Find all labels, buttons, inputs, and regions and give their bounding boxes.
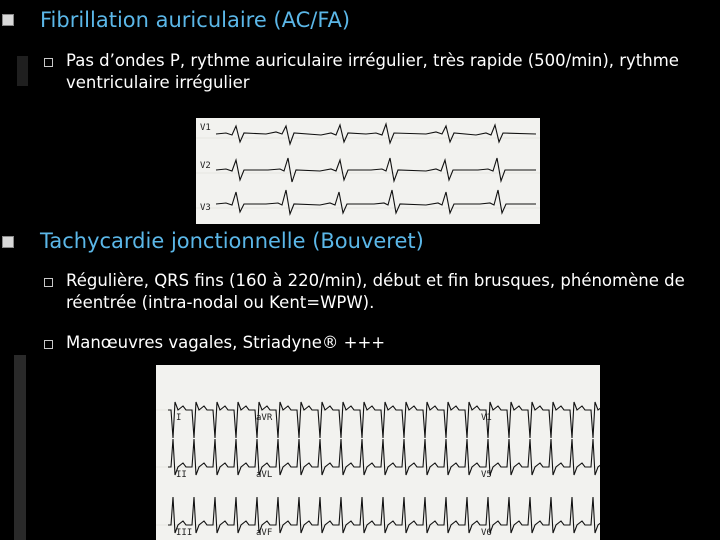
ecg2-lead-label: II — [176, 470, 187, 480]
section-bullet-icon — [2, 236, 14, 248]
ecg2-lead-label: aVF — [256, 528, 273, 538]
ecg2-trace-row-1 — [168, 402, 600, 438]
ecg2-lead-label: aVL — [256, 470, 273, 480]
ecg2-lead-label: aVR — [256, 413, 273, 423]
ecg1-lead-label: V3 — [200, 203, 211, 213]
sub-bullet-icon — [44, 58, 53, 67]
ecg-junctional-tachycardia-image — [156, 365, 600, 540]
section2-title: Tachycardie jonctionnelle (Bouveret) — [40, 229, 424, 253]
ecg2-lead-label: V1 — [481, 413, 492, 423]
ecg2-trace-row-3 — [168, 497, 600, 533]
ecg1-lead-label: V2 — [200, 161, 211, 171]
ecg2-lead-label: I — [176, 413, 182, 423]
sub-bullet-icon — [44, 278, 53, 287]
ecg1-lead-label: V1 — [200, 123, 211, 133]
ecg-atrial-fibrillation-image — [196, 118, 540, 224]
ecg2-lead-label: III — [176, 528, 193, 538]
ecg1-trace-v3 — [216, 190, 536, 214]
section1-bullet-1: Pas d’ondes P, rythme auriculaire irrégulier, très rapide (500/min), rythme ventriculaire irrégulier — [66, 51, 679, 92]
ecg2-lead-label: V6 — [481, 528, 492, 538]
left-accent-bar — [17, 56, 28, 86]
ecg2-lead-label: V5 — [481, 470, 492, 480]
section-bullet-icon — [2, 14, 14, 26]
section2-bullet-2: Manœuvres vagales, Striadyne® +++ — [66, 333, 386, 352]
sub-bullet-icon — [44, 340, 53, 349]
section1-title: Fibrillation auriculaire (AC/FA) — [40, 8, 351, 32]
section2-bullet-1: Régulière, QRS fins (160 à 220/min), début et fin brusques, phénomène de réentrée (intra-nodal ou Kent=WPW). — [66, 271, 685, 312]
ecg2-trace-row-2 — [168, 439, 600, 475]
ecg1-trace-v1 — [216, 124, 536, 144]
left-accent-strip — [14, 355, 26, 540]
ecg1-trace-v2 — [216, 158, 536, 182]
